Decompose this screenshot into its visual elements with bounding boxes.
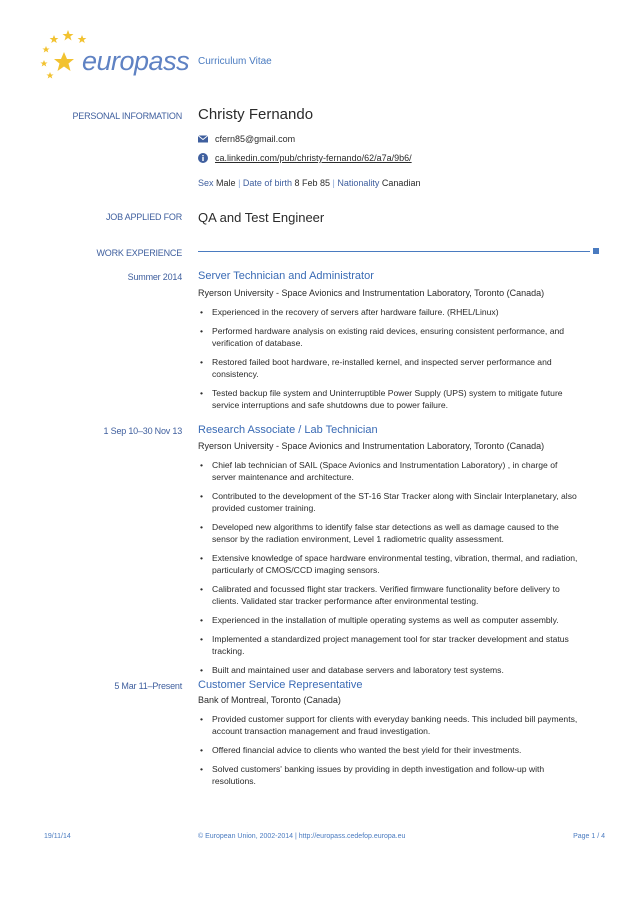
logo-wordmark: europass <box>82 46 190 76</box>
sex-label: Sex <box>198 178 214 188</box>
section-rule-marker <box>593 248 599 254</box>
entry-bullets <box>198 306 583 418</box>
website-row <box>198 153 412 163</box>
email-icon <box>198 134 208 144</box>
nationality-label: Nationality <box>337 178 380 188</box>
entry-title: Server Technician and Administrator <box>198 270 374 282</box>
section-label-personal: PERSONAL INFORMATION <box>72 111 182 121</box>
entry-title: Customer Service Representative <box>198 679 363 691</box>
website-link[interactable]: ca.linkedin.com/pub/christy-fernando/62/a7a/9b6/ <box>215 153 412 163</box>
footer-date: 19/11/14 <box>44 833 71 840</box>
list-item: • Built and maintained user and database servers and laboratory test systems. <box>198 664 583 676</box>
entry-title: Research Associate / Lab Technician <box>198 424 378 436</box>
person-name: Christy Fernando <box>198 106 314 123</box>
footer-page-number: Page 1 / 4 <box>573 833 605 840</box>
entry-bullets <box>198 459 583 683</box>
separator: | <box>238 178 241 188</box>
list-item: • Extensive knowledge of space hardware environmental testing, vibration, thermal, and radiation, particularly of CMOS/CCD imaging sensors. <box>198 552 583 576</box>
section-label-work-experience: WORK EXPERIENCE <box>96 248 182 258</box>
list-item: • Developed new algorithms to identify false star detections as well as damage caused to the sensor by the radiation environment, Level 1 radiometric quality assessment. <box>198 521 583 545</box>
entry-org: Ryerson University - Space Avionics and Instrumentation Laboratory, Toronto (Canada) <box>198 441 545 451</box>
list-item: • Provided customer support for clients with everyday banking needs. This included bill payments, account transaction management and fraud investigation. <box>198 713 583 737</box>
list-item: • Contributed to the development of the ST-16 Star Tracker along with Sinclair Interplanetary, also provided customer training. <box>198 490 583 514</box>
dob-label: Date of birth <box>242 178 292 188</box>
europass-logo <box>38 28 188 84</box>
entry-date: Summer 2014 <box>127 272 182 282</box>
job-applied-value: QA and Test Engineer <box>198 210 325 225</box>
sex-value: Male <box>216 178 236 188</box>
personal-meta <box>198 178 420 188</box>
entry-org: Bank of Montreal, Toronto (Canada) <box>198 695 341 705</box>
entry-org: Ryerson University - Space Avionics and Instrumentation Laboratory, Toronto (Canada) <box>198 288 545 298</box>
email-value: cfern85@gmail.com <box>215 134 296 144</box>
entry-date: 5 Mar 11–Present <box>114 681 182 691</box>
list-item: • Calibrated and focussed flight star trackers. Verified firmware functionality before delivery to clients. Validated star tracker performance after environmental testing. <box>198 583 583 607</box>
list-item: • Tested backup file system and Uninterruptible Power Supply (UPS) system to mitigate future service interruptions and safe shutdowns due to power failure. <box>198 387 583 411</box>
separator: | <box>332 178 335 188</box>
list-item: • Experienced in the recovery of servers after hardware failure. (RHEL/Linux) <box>198 306 583 318</box>
list-item: • Experienced in the installation of multiple operating systems as well as computer assembly. <box>198 614 583 626</box>
list-item: • Performed hardware analysis on existing raid devices, ensuring consistent performance, and verification of database. <box>198 325 583 349</box>
nationality-value: Canadian <box>381 178 421 188</box>
list-item: • Implemented a standardized project management tool for star tracker development and status tracking. <box>198 633 583 657</box>
entry-date: 1 Sep 10–30 Nov 13 <box>103 426 182 436</box>
section-rule <box>198 251 590 252</box>
website-icon <box>198 153 208 163</box>
list-item: • Solved customers' banking issues by providing in depth investigation and follow-up with resolutions. <box>198 763 583 787</box>
list-item: • Chief lab technician of SAIL (Space Avionics and Instrumentation Laboratory) , in charge of server maintenance and architecture. <box>198 459 583 483</box>
list-item: • Offered financial advice to clients who wanted the best yield for their investments. <box>198 744 583 756</box>
doc-title: Curriculum Vitae <box>198 56 272 67</box>
dob-value: 8 Feb 85 <box>294 178 330 188</box>
footer-copyright: © European Union, 2002-2014 | http://europass.cedefop.europa.eu <box>198 833 406 840</box>
section-label-job-applied: JOB APPLIED FOR <box>105 212 182 222</box>
list-item: • Restored failed boot hardware, re-installed kernel, and inspected server performance and consistency. <box>198 356 583 380</box>
entry-bullets <box>198 713 583 794</box>
email-row <box>198 134 295 144</box>
